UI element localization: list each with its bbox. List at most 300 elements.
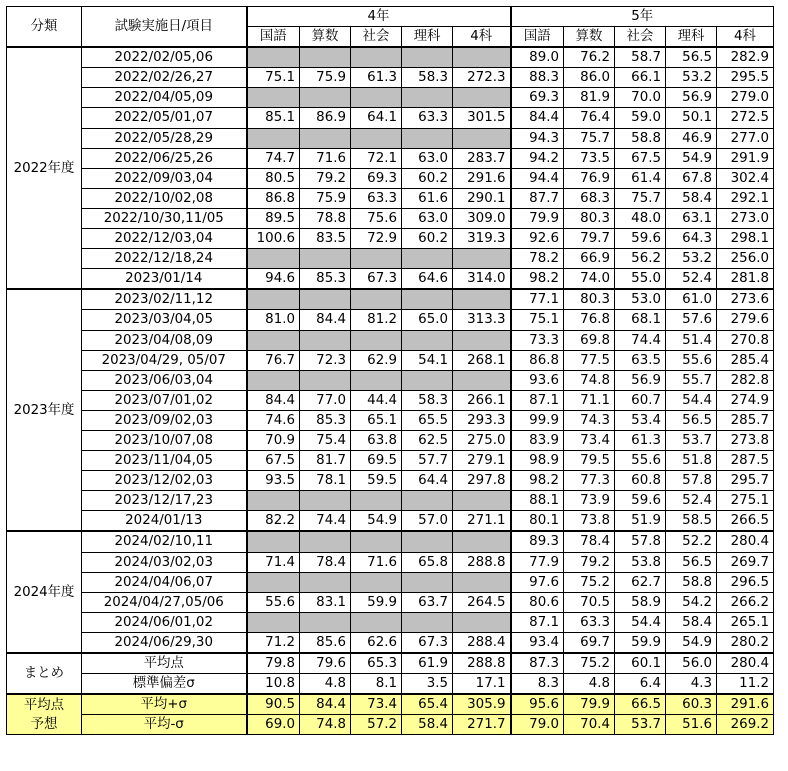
g4-score-cell [453,491,511,511]
g5-score-cell: 74.4 [615,330,666,350]
g4-score-cell: 62.9 [351,350,402,370]
g4-score-cell: 268.1 [453,350,511,370]
g4-score-cell: 297.8 [453,471,511,491]
g4-score-cell [402,491,453,511]
g5-score-cell: 55.6 [666,350,717,370]
g4-score-cell: 100.6 [247,229,300,249]
g5-score-cell: 97.6 [511,572,564,592]
g5-score-cell: 76.8 [564,310,615,330]
category-cell [7,694,82,735]
g5-score-cell: 78.4 [564,531,615,552]
table-row [7,674,774,695]
g5-score-cell: 76.2 [564,47,615,68]
g4-score-cell: 80.5 [247,168,300,188]
exam-date-cell: 2024/06/29,30 [82,632,247,653]
g4-score-cell: 94.6 [247,269,300,290]
g5-score-cell: 73.8 [564,511,615,532]
exam-date-cell: 2024/04/27,05/06 [82,592,247,612]
table-row [7,552,774,572]
g5-score-cell: 296.5 [717,572,774,592]
g5-score-cell: 87.1 [511,390,564,410]
g4-score-cell: 279.1 [453,451,511,471]
g5-score-cell: 61.0 [666,289,717,310]
g5-score-cell: 58.4 [666,612,717,632]
g5-score-cell: 54.2 [666,592,717,612]
g4-score-cell: 319.3 [453,229,511,249]
g4-score-cell: 64.4 [402,471,453,491]
g4-score-cell: 60.2 [402,168,453,188]
g4-score-cell [300,47,351,68]
g5-score-cell: 62.7 [615,572,666,592]
g4-score-cell [300,249,351,269]
g4-score-cell [300,491,351,511]
g5-score-cell: 52.4 [666,269,717,290]
exam-date-cell: 2022/12/18,24 [82,249,247,269]
g4-score-cell: 301.5 [453,108,511,128]
g5-score-cell: 6.4 [615,674,666,695]
g5-score-cell: 53.4 [615,410,666,430]
exam-date-cell: 平均-σ [82,715,247,735]
g5-subject-rika: 理科 [666,27,717,48]
g5-score-cell: 59.6 [615,491,666,511]
g5-score-cell: 66.9 [564,249,615,269]
g5-score-cell: 79.2 [564,552,615,572]
g4-score-cell: 67.5 [247,451,300,471]
g4-score-cell: 84.4 [300,694,351,715]
table-row [7,108,774,128]
table-row [7,430,774,450]
table-row [7,229,774,249]
g5-score-cell: 93.4 [511,632,564,653]
exam-date-cell: 2023/09/02,03 [82,410,247,430]
g5-score-cell: 54.4 [615,612,666,632]
g4-score-cell: 57.0 [402,511,453,532]
g4-score-cell [453,370,511,390]
g4-score-cell: 71.6 [351,552,402,572]
g5-score-cell: 75.2 [564,572,615,592]
g5-score-cell: 93.6 [511,370,564,390]
exam-date-cell: 2022/06/25,26 [82,148,247,168]
g4-score-cell: 58.3 [402,68,453,88]
g4-score-cell: 63.0 [402,148,453,168]
g5-score-cell: 298.1 [717,229,774,249]
g4-score-cell: 59.5 [351,471,402,491]
g5-score-cell: 273.0 [717,208,774,228]
table-row [7,471,774,491]
g5-score-cell: 69.7 [564,632,615,653]
g4-score-cell: 67.3 [402,632,453,653]
table-row [7,188,774,208]
g5-score-cell: 60.1 [615,653,666,674]
g4-score-cell: 54.1 [402,350,453,370]
g4-score-cell: 84.4 [300,310,351,330]
g4-score-cell: 65.8 [402,552,453,572]
g5-score-cell: 88.3 [511,68,564,88]
g5-score-cell: 95.6 [511,694,564,715]
g4-score-cell: 72.9 [351,229,402,249]
g4-score-cell: 69.0 [247,715,300,735]
g4-score-cell: 79.6 [300,653,351,674]
g5-score-cell: 73.5 [564,148,615,168]
g5-score-cell: 80.6 [511,592,564,612]
table-row [7,370,774,390]
g5-score-cell: 274.9 [717,390,774,410]
g4-score-cell: 61.6 [402,188,453,208]
g4-score-cell [247,612,300,632]
g4-score-cell: 83.5 [300,229,351,249]
g4-score-cell: 71.6 [300,148,351,168]
exam-date-cell: 2022/05/01,07 [82,108,247,128]
g5-subject-sansu: 算数 [564,27,615,48]
exam-date-cell: 2024/04/06,07 [82,572,247,592]
g4-score-cell: 293.3 [453,410,511,430]
g4-score-cell [351,289,402,310]
g4-score-cell: 69.5 [351,451,402,471]
table-row [7,511,774,532]
table-row [7,148,774,168]
g4-score-cell: 59.9 [351,592,402,612]
g5-score-cell: 70.5 [564,592,615,612]
g4-score-cell: 93.5 [247,471,300,491]
g4-score-cell [300,289,351,310]
g5-score-cell: 50.1 [666,108,717,128]
g5-score-cell: 58.7 [615,47,666,68]
g4-score-cell: 63.3 [402,108,453,128]
exam-date-cell: 2023/03/04,05 [82,310,247,330]
g5-score-cell: 55.0 [615,269,666,290]
exam-date-cell: 標準偏差σ [82,674,247,695]
table-row [7,208,774,228]
g5-score-cell: 269.7 [717,552,774,572]
g5-score-cell: 66.1 [615,68,666,88]
g5-score-cell: 61.4 [615,168,666,188]
g4-score-cell: 17.1 [453,674,511,695]
g5-score-cell: 53.8 [615,552,666,572]
g5-score-cell: 54.9 [666,148,717,168]
g4-score-cell [453,88,511,108]
g4-score-cell [351,88,402,108]
g4-score-cell [247,370,300,390]
g5-score-cell: 94.3 [511,128,564,148]
g4-score-cell: 44.4 [351,390,402,410]
g5-score-cell: 76.4 [564,108,615,128]
g4-score-cell [453,47,511,68]
g5-score-cell: 282.8 [717,370,774,390]
g5-score-cell: 285.7 [717,410,774,430]
table-row [7,632,774,653]
g4-score-cell [402,47,453,68]
g5-subject-kokugo: 国語 [511,27,564,48]
g4-score-cell: 75.1 [247,68,300,88]
g5-score-cell: 99.9 [511,410,564,430]
g4-score-cell: 70.9 [247,430,300,450]
category-cell: まとめ [7,653,82,694]
g4-score-cell [351,531,402,552]
table-row [7,88,774,108]
g4-score-cell: 77.0 [300,390,351,410]
g4-score-cell: 85.3 [300,269,351,290]
g4-score-cell [453,612,511,632]
g4-score-cell: 65.5 [402,410,453,430]
g5-score-cell: 53.2 [666,249,717,269]
g4-score-cell [402,289,453,310]
table-row [7,592,774,612]
g5-score-cell: 291.6 [717,694,774,715]
g4-score-cell: 73.4 [351,694,402,715]
g5-score-cell: 58.9 [615,592,666,612]
g5-score-cell: 74.3 [564,410,615,430]
exam-date-cell: 2024/06/01,02 [82,612,247,632]
g5-score-cell: 66.5 [615,694,666,715]
g4-score-cell [300,128,351,148]
g5-score-cell: 70.0 [615,88,666,108]
g4-score-cell: 63.8 [351,430,402,450]
g4-score-cell [247,330,300,350]
g5-score-cell: 292.1 [717,188,774,208]
g5-score-cell: 94.4 [511,168,564,188]
g5-score-cell: 84.4 [511,108,564,128]
table-row [7,168,774,188]
g4-score-cell [402,249,453,269]
exam-date-cell: 2023/06/03,04 [82,370,247,390]
exam-date-cell: 2022/05/28,29 [82,128,247,148]
g4-score-cell [351,572,402,592]
exam-date-cell: 2022/09/03,04 [82,168,247,188]
table-row [7,410,774,430]
g5-score-cell: 285.4 [717,350,774,370]
g4-score-cell: 288.4 [453,632,511,653]
g5-score-cell: 56.9 [615,370,666,390]
g4-score-cell [351,128,402,148]
g4-score-cell: 75.9 [300,68,351,88]
g5-score-cell: 52.4 [666,491,717,511]
g5-score-cell: 98.9 [511,451,564,471]
g5-score-cell: 81.9 [564,88,615,108]
g4-score-cell [247,289,300,310]
g5-score-cell: 92.6 [511,229,564,249]
g4-score-cell: 314.0 [453,269,511,290]
g5-score-cell: 270.8 [717,330,774,350]
g5-score-cell: 51.8 [666,451,717,471]
g5-score-cell: 280.4 [717,531,774,552]
g5-score-cell: 55.7 [666,370,717,390]
g4-score-cell [247,491,300,511]
g5-score-cell: 54.4 [666,390,717,410]
g5-score-cell: 273.8 [717,430,774,450]
g5-score-cell: 56.0 [666,653,717,674]
g4-score-cell [351,491,402,511]
g4-score-cell: 72.1 [351,148,402,168]
g4-subject-rika: 理科 [402,27,453,48]
g4-score-cell: 78.4 [300,552,351,572]
g5-score-cell: 75.7 [564,128,615,148]
table-row [7,572,774,592]
g4-score-cell: 76.7 [247,350,300,370]
g5-score-cell: 57.6 [666,310,717,330]
g5-score-cell: 80.3 [564,289,615,310]
score-table [6,6,774,735]
exam-date-cell: 2024/01/13 [82,511,247,532]
g4-score-cell [351,370,402,390]
g5-score-cell: 70.4 [564,715,615,735]
g4-score-cell [402,330,453,350]
g4-score-cell [247,249,300,269]
exam-date-cell: 2022/10/02,08 [82,188,247,208]
table-row [7,47,774,68]
g5-score-cell: 11.2 [717,674,774,695]
g4-score-cell: 57.7 [402,451,453,471]
g5-score-cell: 73.4 [564,430,615,450]
g5-score-cell: 73.9 [564,491,615,511]
g5-score-cell: 51.9 [615,511,666,532]
g5-score-cell: 54.9 [666,632,717,653]
g4-score-cell [453,572,511,592]
g4-score-cell: 65.4 [402,694,453,715]
exam-date-cell: 2023/12/02,03 [82,471,247,491]
table-row [7,653,774,674]
g5-score-cell: 46.9 [666,128,717,148]
g4-score-cell: 3.5 [402,674,453,695]
g4-score-cell: 81.2 [351,310,402,330]
g4-score-cell [453,531,511,552]
exam-date-cell: 2023/04/08,09 [82,330,247,350]
g4-score-cell: 60.2 [402,229,453,249]
g5-subject-total: 4科 [717,27,774,48]
g4-score-cell: 8.1 [351,674,402,695]
grade5-header: 5年 [511,7,774,27]
g4-score-cell [351,47,402,68]
exam-date-cell: 2023/07/01,02 [82,390,247,410]
g4-score-cell: 290.1 [453,188,511,208]
g4-score-cell: 75.6 [351,208,402,228]
g5-score-cell: 265.1 [717,612,774,632]
header-row [7,7,774,27]
table-row [7,330,774,350]
g4-score-cell [300,88,351,108]
g4-subject-sansu: 算数 [300,27,351,48]
g4-score-cell: 85.6 [300,632,351,653]
g5-score-cell: 8.3 [511,674,564,695]
exam-date-cell: 2023/02/11,12 [82,289,247,310]
exam-date-cell: 2023/10/07,08 [82,430,247,450]
g4-score-cell: 83.1 [300,592,351,612]
g4-score-cell: 72.3 [300,350,351,370]
table-row [7,390,774,410]
g5-score-cell: 83.9 [511,430,564,450]
g4-score-cell: 313.3 [453,310,511,330]
g5-score-cell: 52.2 [666,531,717,552]
g5-score-cell: 302.4 [717,168,774,188]
g5-score-cell: 281.8 [717,269,774,290]
g5-score-cell: 86.8 [511,350,564,370]
table-row [7,269,774,290]
g5-score-cell: 57.8 [615,531,666,552]
g5-score-cell: 56.5 [666,47,717,68]
g5-score-cell: 64.3 [666,229,717,249]
g5-score-cell: 4.3 [666,674,717,695]
exam-date-cell: 2022/02/26,27 [82,68,247,88]
g5-score-cell: 56.5 [666,552,717,572]
g5-score-cell: 273.6 [717,289,774,310]
g5-score-cell: 75.2 [564,653,615,674]
g5-score-cell: 56.9 [666,88,717,108]
g5-score-cell: 61.3 [615,430,666,450]
g4-score-cell [300,531,351,552]
g4-score-cell: 288.8 [453,653,511,674]
g4-score-cell [402,531,453,552]
g4-score-cell: 82.2 [247,511,300,532]
g4-score-cell [300,612,351,632]
table-row [7,694,774,715]
g5-score-cell: 56.5 [666,410,717,430]
g4-score-cell: 85.1 [247,108,300,128]
exam-date-cell: 2023/11/04,05 [82,451,247,471]
g5-score-cell: 75.7 [615,188,666,208]
g4-score-cell: 291.6 [453,168,511,188]
g4-score-cell: 79.8 [247,653,300,674]
g4-score-cell [351,249,402,269]
g4-score-cell: 63.7 [402,592,453,612]
g5-score-cell: 272.5 [717,108,774,128]
g4-score-cell: 61.9 [402,653,453,674]
g5-score-cell: 60.3 [666,694,717,715]
g5-score-cell: 79.9 [564,694,615,715]
g5-score-cell: 58.8 [615,128,666,148]
g4-score-cell: 78.1 [300,471,351,491]
g5-score-cell: 87.7 [511,188,564,208]
g4-score-cell: 271.7 [453,715,511,735]
g4-score-cell: 67.3 [351,269,402,290]
g4-score-cell: 54.9 [351,511,402,532]
g5-score-cell: 59.0 [615,108,666,128]
g4-score-cell: 74.7 [247,148,300,168]
g5-score-cell: 69.3 [511,88,564,108]
g5-score-cell: 279.0 [717,88,774,108]
g5-score-cell: 58.5 [666,511,717,532]
g4-score-cell: 64.1 [351,108,402,128]
category-cell: 2023年度 [7,289,82,531]
g5-score-cell: 51.6 [666,715,717,735]
exam-date-cell: 2022/12/03,04 [82,229,247,249]
exam-date-cell: 2023/04/29, 05/07 [82,350,247,370]
g5-score-cell: 53.0 [615,289,666,310]
g4-subject-kokugo: 国語 [247,27,300,48]
g4-score-cell: 305.9 [453,694,511,715]
table-row [7,249,774,269]
table-row [7,68,774,88]
g5-score-cell: 51.4 [666,330,717,350]
g5-score-cell: 68.3 [564,188,615,208]
g5-score-cell: 87.1 [511,612,564,632]
g5-score-cell: 256.0 [717,249,774,269]
g5-score-cell: 89.0 [511,47,564,68]
g5-score-cell: 67.8 [666,168,717,188]
g4-score-cell: 275.0 [453,430,511,450]
g5-score-cell: 266.5 [717,511,774,532]
g4-score-cell: 288.8 [453,552,511,572]
g4-score-cell [453,289,511,310]
g4-score-cell: 78.8 [300,208,351,228]
g4-score-cell [300,330,351,350]
g4-score-cell: 86.9 [300,108,351,128]
g5-score-cell: 53.2 [666,68,717,88]
g4-score-cell: 266.1 [453,390,511,410]
g5-score-cell: 79.5 [564,451,615,471]
g4-score-cell [453,330,511,350]
g4-score-cell [247,47,300,68]
g4-score-cell: 272.3 [453,68,511,88]
g4-score-cell: 64.6 [402,269,453,290]
